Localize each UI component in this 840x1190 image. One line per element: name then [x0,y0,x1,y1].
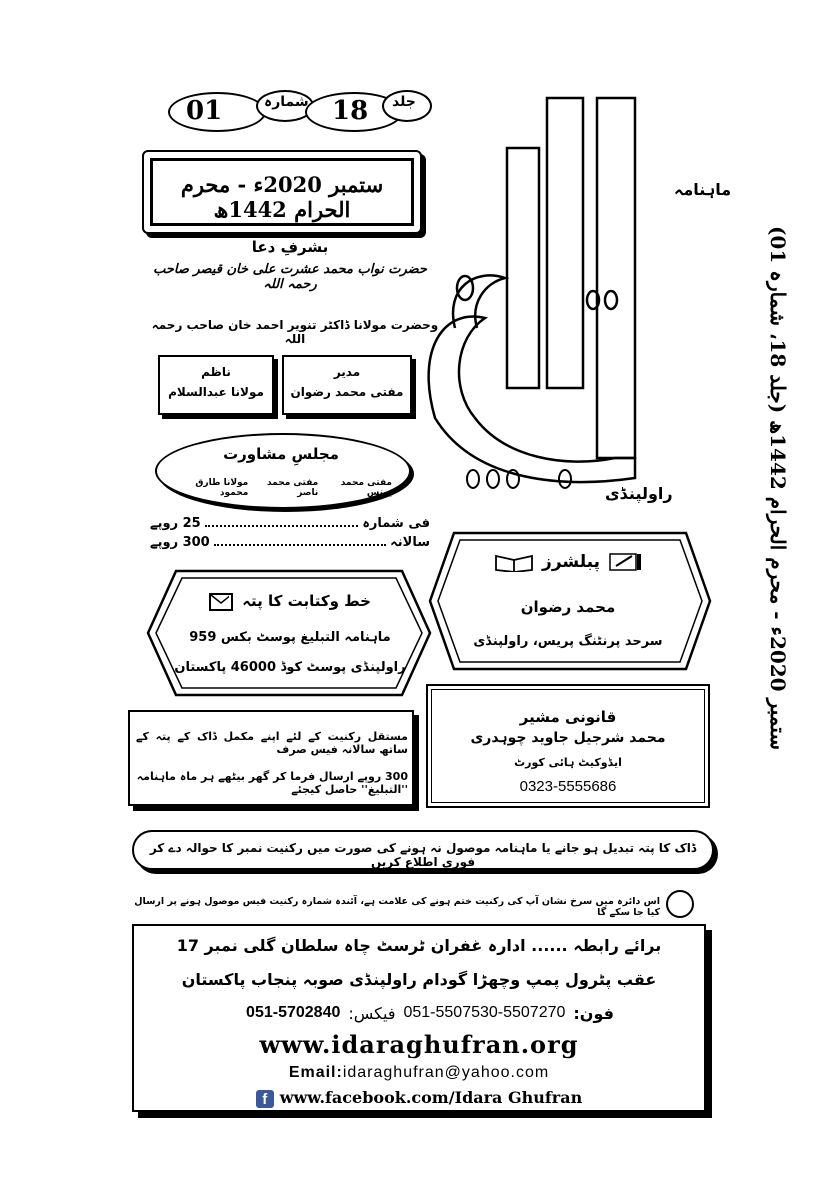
circle-notice: اس دائرہ میں سرخ نشان آپ کی رکنیت ختم ہونے کی علامت ہے، آئندہ شمارہ رکنیت فیس موصول ہونے پر ارسال کیا جا سکے گا [134,896,660,918]
date-banner: ستمبر 2020ء - محرم الحرام 1442ھ [180,172,384,222]
correspondence-title-row [160,592,420,611]
membership-circle [666,890,694,918]
nazim-title: ناظم [201,365,231,379]
email-link[interactable]: idaraghufran@yahoo.com [342,1064,550,1081]
shumara-number: 01 [186,96,223,126]
subscription-line2: 300 روپے ارسال فرما کر گھر بیٹھے ہر ماہ ماہنامہ ''التبلیغ'' حاصل کیجئے [136,770,408,796]
majlis-title: مجلسِ مشاورت [223,445,339,463]
legal-phone: 0323-5555686 [519,778,617,795]
legal-designation: ایڈوکیٹ ہائی کورٹ [514,756,622,769]
publishers-title: پبلشرز [542,552,600,572]
majlis-member-3: مولانا طارق محمود [195,478,249,498]
facebook-icon: f [256,1090,274,1108]
nazim-name: مولانا عبدالسلام [168,385,264,399]
majlis-member-1: مفتی محمد یونس [340,478,392,498]
address-notice: ڈاک کا پتہ تبدیل ہو جانے یا ماہنامہ موصول نہ ہونے کی صورت میں رکنیت نمبر کا حوالہ دے کر فوری اطلاع کریں [149,841,697,869]
jild-label: جلد [392,94,416,110]
pen-icon [608,552,642,572]
price-label-2: سالانہ [390,535,430,550]
legal-name: محمد شرجیل جاوید چوہدری [470,730,666,746]
website-link[interactable]: www.idaraghufran.org [259,1030,579,1059]
masthead-monthly: ماہنامہ [674,180,732,199]
price-value-2: 300 روپے [150,535,210,550]
prices [150,516,430,550]
patronage-line2: وحضرت مولانا ڈاکٹر تنویر احمد خان صاحب رحمہ اللہ [151,318,439,346]
envelope-icon [209,593,233,611]
subscription-line1: مستقل رکنیت کے لئے اپنے مکمل ڈاک کے پتہ کے ساتھ سالانہ فیس صرف [136,730,408,756]
price-dots-1 [205,516,359,527]
fax-number: 051-5702840 [246,1004,341,1021]
facebook-row [140,1088,698,1108]
correspondence-line1: ماہنامہ التبلیغ پوسٹ بکس 959 [189,630,391,645]
price-row-2 [150,535,430,550]
masthead-city: راولپنڈی [605,484,673,503]
email-label: Email: [288,1064,343,1081]
majlis-members [170,478,392,498]
publishers-press: سرحد پرنٹنگ پریس، راولپنڈی [473,634,663,649]
issue-badges [160,88,416,132]
facebook-link[interactable]: www.facebook.com/Idara Ghufran [279,1088,583,1107]
shumara-label: شمارہ [264,94,309,110]
editor-name: مفتی محمد رضوان [290,385,404,399]
price-dots-2 [214,535,386,546]
price-row-1 [150,516,430,531]
publishers-name: محمد رضوان [520,598,616,616]
legal-title: قانونی مشیر [519,708,617,726]
editor-title: مدیر [333,365,361,379]
patronage-line1: حضرت نواب محمد عشرت علی خان قیصر صاحب رحمہ اللہ [153,262,427,292]
book-icon [494,552,534,572]
jild-number: 18 [332,96,369,126]
contact-line1: برائے رابطہ ...... ادارہ غفران ٹرسٹ چاہ سلطان گلی نمبر 17 [176,936,662,955]
fax-label: فیکس: [348,1004,396,1023]
phone-numbers: 051-5507530-5507270 [403,1004,566,1021]
price-value-1: 25 روپے [150,516,201,531]
publishers-title-row [448,552,688,572]
price-label-1: فی شمارہ [362,516,430,531]
majlis-member-2: مفتی محمد ناصر [266,478,319,498]
email-row [140,1064,698,1082]
spine-text: ستمبر 2020ء - محرم الحرام 1442ھ (جلد 18، شمارہ 01) [766,225,790,750]
correspondence-line2: راولپنڈی پوسٹ کوڈ 46000 پاکستان [174,660,406,675]
masthead-logo [415,88,655,498]
patronage-heading: بشرفِ دعا [251,238,329,256]
contact-line2: عقب پٹرول پمپ وچھڑا گودام راولپنڈی صوبہ پنجاب پاکستان [181,970,657,989]
phone-label: فون: [573,1004,614,1023]
correspondence-title: خط وکتابت کا پتہ [242,592,371,610]
contact-phones-row [180,1004,680,1023]
